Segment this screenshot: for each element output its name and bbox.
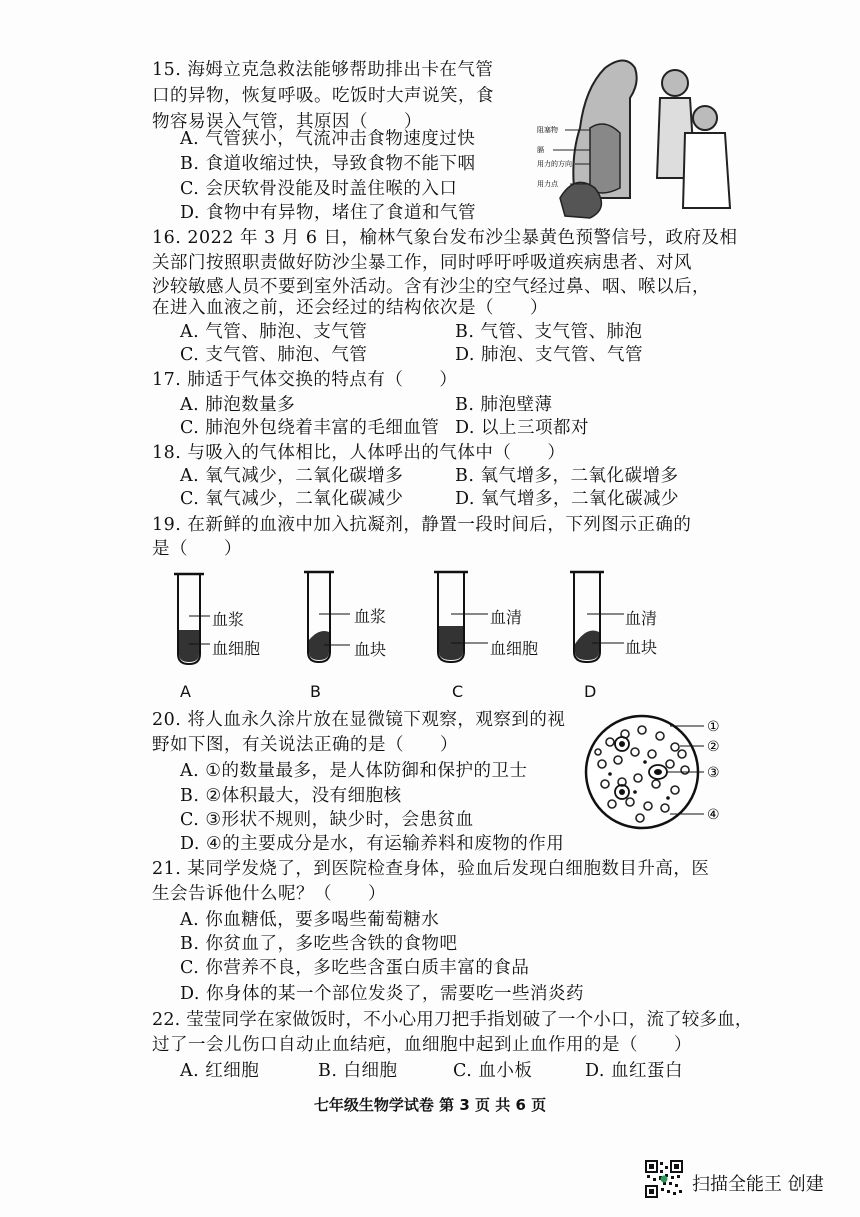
- tube-c-letter: C: [452, 682, 464, 701]
- marker-2: ②: [707, 739, 720, 755]
- tube-c-bottom-label: 血细胞: [490, 639, 539, 658]
- q17-option-b: B. 肺泡壁薄: [455, 395, 553, 415]
- qr-code-icon: [645, 1160, 683, 1198]
- q22-option-d: D. 血红蛋白: [585, 1061, 684, 1081]
- q18-option-b: B. 氧气增多，二氧化碳增多: [455, 466, 679, 486]
- q21-option-c: C. 你营养不良，多吃些含蛋白质丰富的食品: [180, 958, 530, 978]
- q17-option-a: A. 肺泡数量多: [180, 395, 296, 415]
- label-force-point: 用力点: [537, 180, 558, 188]
- q16-stem-3: 沙较敏感人员不要到室外活动。含有沙尘的空气经过鼻、咽、喉以后，: [152, 277, 710, 297]
- q15-stem-1: 15. 海姆立克急救法能够帮助排出卡在气管: [152, 60, 494, 80]
- q19-stem-1: 19. 在新鲜的血液中加入抗凝剂，静置一段时间后，下列图示正确的: [152, 515, 692, 535]
- tube-d-letter: D: [584, 682, 597, 701]
- q15-stem-3: 物容易误入气管，其原因（ ）: [152, 112, 422, 132]
- tube-a-letter: A: [180, 682, 191, 701]
- q22-option-c: C. 血小板: [453, 1061, 533, 1081]
- q16-stem-4: 在进入血液之前，还会经过的结构依次是（ ）: [152, 298, 548, 318]
- label-obstruction: 阻塞物: [537, 126, 558, 134]
- tube-a-bottom-label: 血细胞: [212, 639, 261, 658]
- q16-option-d: D. 肺泡、支气管、气管: [455, 345, 644, 365]
- q16-option-a: A. 气管、肺泡、支气管: [180, 322, 368, 342]
- marker-3: ③: [707, 765, 720, 781]
- q16-stem-2: 关部门按照职责做好防沙尘暴工作，同时呼吁呼吸道疾病患者、对风: [152, 253, 692, 273]
- q15-option-a: A. 气管狭小，气流冲击食物速度过快: [180, 129, 476, 149]
- tube-a-top-label: 血浆: [212, 610, 245, 629]
- page-footer: 七年级生物学试卷 第 3 页 共 6 页: [313, 1096, 547, 1114]
- q19-stem-2: 是（ ）: [152, 539, 242, 559]
- q22-option-a: A. 红细胞: [180, 1061, 260, 1081]
- q15-option-d: D. 食物中有异物，堵住了食道和气管: [180, 203, 477, 223]
- q21-option-d: D. 你身体的某一个部位发炎了，需要吃一些消炎药: [180, 984, 585, 1004]
- q18-option-d: D. 氧气增多，二氧化碳减少: [455, 489, 680, 509]
- scanner-watermark: 扫描全能王 创建: [692, 1174, 824, 1195]
- label-diaphragm: 膈: [537, 146, 544, 154]
- marker-4: ④: [707, 807, 720, 823]
- q20-option-a: A. ①的数量最多，是人体防御和保护的卫士: [180, 761, 528, 781]
- tube-c-top-label: 血清: [490, 608, 523, 627]
- label-force-direction: 用力的方向: [537, 160, 572, 168]
- tube-b-top-label: 血浆: [354, 607, 387, 626]
- q15-stem-2: 口的异物，恢复呼吸。吃饭时大声说笑，食: [152, 86, 494, 106]
- tube-d-bottom-label: 血块: [625, 638, 658, 657]
- q21-option-b: B. 你贫血了，多吃些含铁的食物吧: [180, 934, 458, 954]
- q15-option-b: B. 食道收缩过快，导致食物不能下咽: [180, 154, 476, 174]
- q20-stem-1: 20. 将人血永久涂片放在显微镜下观察，观察到的视: [152, 710, 566, 730]
- tube-b-letter: B: [310, 682, 321, 701]
- q21-option-a: A. 你血糖低，要多喝些葡萄糖水: [180, 910, 440, 930]
- tube-b-bottom-label: 血块: [354, 640, 387, 659]
- q17-stem: 17. 肺适于气体交换的特点有（ ）: [152, 370, 458, 390]
- tube-d-top-label: 血清: [625, 609, 658, 628]
- q18-option-c: C. 氧气减少，二氧化碳减少: [180, 489, 404, 509]
- q20-option-d: D. ④的主要成分是水，有运输养料和废物的作用: [180, 834, 565, 854]
- q21-stem-2: 生会告诉他什么呢？（ ）: [152, 884, 386, 904]
- q22-option-b: B. 白细胞: [318, 1061, 398, 1081]
- heimlich-figure: [535, 48, 735, 220]
- q17-option-d: D. 以上三项都对: [455, 418, 590, 438]
- q18-option-a: A. 氧气减少，二氧化碳增多: [180, 466, 404, 486]
- q16-stem-1: 16. 2022 年 3 月 6 日，榆林气象台发布沙尘暴黄色预警信号，政府及相: [152, 228, 738, 248]
- q22-stem-2: 过了一会儿伤口自动止血结疤，血细胞中起到止血作用的是（ ）: [152, 1035, 692, 1055]
- q16-option-c: C. 支气管、肺泡、气管: [180, 345, 368, 365]
- q22-stem-1: 22. 莹莹同学在家做饭时，不小心用刀把手指划破了一个小口，流了较多血，: [152, 1010, 753, 1030]
- q17-option-c: C. 肺泡外包绕着丰富的毛细血管: [180, 418, 440, 438]
- blood-smear-figure: [580, 712, 730, 830]
- q16-option-b: B. 气管、支气管、肺泡: [455, 322, 643, 342]
- q21-stem-1: 21. 某同学发烧了，到医院检查身体，验血后发现白细胞数目升高，医: [152, 859, 710, 879]
- q20-option-b: B. ②体积最大，没有细胞核: [180, 786, 402, 806]
- q15-option-c: C. 会厌软骨没能及时盖住喉的入口: [180, 179, 458, 199]
- marker-1: ①: [707, 719, 720, 735]
- q18-stem: 18. 与吸入的气体相比，人体呼出的气体中（ ）: [152, 443, 566, 463]
- q20-stem-2: 野如下图，有关说法正确的是（ ）: [152, 735, 458, 755]
- q20-option-c: C. ③形状不规则，缺少时，会患贫血: [180, 810, 474, 830]
